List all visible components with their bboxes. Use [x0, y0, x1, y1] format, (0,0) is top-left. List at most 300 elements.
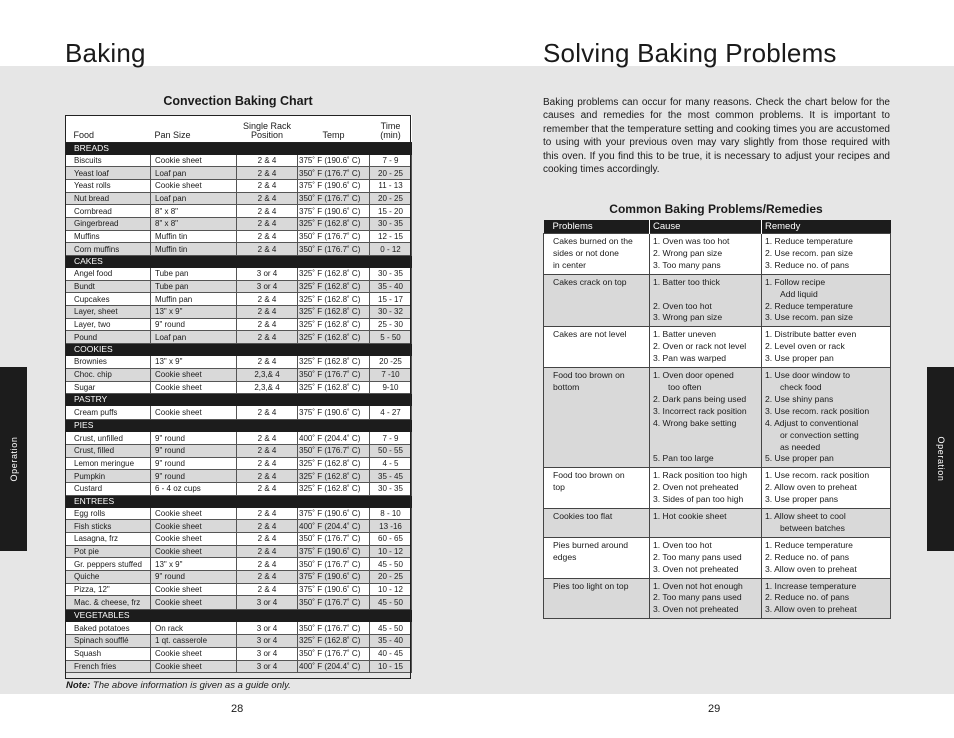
temp-cell: 375˚ F (190.6˚ C) — [298, 545, 370, 558]
pan-size-cell: Cookie sheet — [151, 583, 237, 596]
food-cell: Cornbread — [66, 205, 151, 218]
problem-row — [544, 509, 891, 538]
problem-text-line: sides or not done — [553, 247, 619, 258]
table-row — [66, 444, 412, 457]
note-label: Note: — [66, 680, 91, 691]
table-row — [66, 432, 412, 445]
remedy-item: 2. Use recom. pan size — [765, 247, 853, 258]
remedy-item: 2. Reduce temperature — [765, 300, 853, 311]
temp-cell: 350˚ F (176.7˚ C) — [298, 622, 370, 635]
category-label: CAKES — [66, 256, 412, 268]
problem-text-line: Cakes crack on top — [553, 276, 627, 287]
food-cell: Squash — [66, 647, 151, 660]
side-tab-right-label: Operation — [935, 436, 946, 482]
table-row — [66, 596, 412, 610]
pan-size-cell: Loaf pan — [151, 167, 237, 180]
time-cell: 50 - 55 — [370, 444, 412, 457]
col-time — [370, 115, 412, 142]
col-remedy: Remedy — [762, 220, 891, 234]
category-label: COOKIES — [66, 344, 412, 356]
time-cell: 13 -16 — [370, 520, 412, 533]
remedy-item: 2. Use shiny pans — [765, 393, 834, 404]
category-row — [66, 495, 412, 507]
time-cell: 9-10 — [370, 381, 412, 394]
table-row — [66, 205, 412, 218]
food-cell: Angel food — [66, 268, 151, 281]
table-row — [66, 406, 412, 420]
pan-size-cell: 8" x 8" — [151, 217, 237, 230]
page-title-solving-problems: Solving Baking Problems — [543, 38, 837, 68]
problem-text-line: Cakes burned on the — [553, 236, 633, 246]
time-cell: 25 - 30 — [370, 318, 412, 331]
remedy-cell — [762, 327, 891, 368]
food-cell: French fries — [66, 660, 151, 673]
pan-size-cell: 1 qt. casserole — [151, 635, 237, 648]
temp-cell: 350˚ F (176.7˚ C) — [298, 558, 370, 571]
page-title-baking: Baking — [65, 38, 146, 68]
time-cell: 35 - 45 — [370, 470, 412, 483]
col-time-line1: Time — [380, 120, 401, 131]
temp-cell: 375˚ F (190.6˚ C) — [298, 571, 370, 584]
table-row — [66, 306, 412, 319]
temp-cell: 325˚ F (162.8˚ C) — [298, 381, 370, 394]
food-cell: Yeast rolls — [66, 179, 151, 192]
pan-size-cell: Tube pan — [151, 280, 237, 293]
pan-size-cell: Cookie sheet — [151, 647, 237, 660]
food-cell: Baked potatoes — [66, 622, 151, 635]
remedy-item: Add liquid — [780, 288, 818, 299]
remedy-item: 3. Use recom. pan size — [765, 312, 853, 323]
problems-remedies-table — [543, 220, 891, 619]
remedy-item: 1. Increase temperature — [765, 580, 857, 591]
temp-cell: 325˚ F (162.8˚ C) — [298, 635, 370, 648]
remedy-item: 3. Allow oven to preheat — [765, 563, 857, 574]
category-row — [66, 256, 412, 268]
pan-size-cell: 13" x 9" — [151, 356, 237, 369]
temp-cell: 400˚ F (204.4˚ C) — [298, 520, 370, 533]
remedy-item: between batches — [780, 522, 845, 533]
temp-cell: 325˚ F (162.8˚ C) — [298, 470, 370, 483]
cause-item: 2. Too many pans used — [653, 592, 742, 603]
cause-cell — [650, 327, 762, 368]
cause-item: 2. Oven or rack not level — [653, 341, 747, 352]
rack-position-cell: 2 & 4 — [237, 243, 298, 256]
side-tab-left — [0, 367, 27, 551]
pan-size-cell: 13" x 9" — [151, 306, 237, 319]
problem-text-line: in center — [553, 259, 586, 270]
side-tab-left-label: Operation — [8, 436, 19, 482]
problem-row — [544, 468, 891, 509]
food-cell: Layer, two — [66, 318, 151, 331]
time-cell: 30 - 35 — [370, 268, 412, 281]
col-time-line2: (min) — [380, 129, 401, 140]
rack-position-cell: 2 & 4 — [237, 154, 298, 167]
table-row — [66, 635, 412, 648]
time-cell: 35 - 40 — [370, 280, 412, 293]
problems-table-body — [544, 234, 891, 619]
food-cell: Choc. chip — [66, 368, 151, 381]
cause-item: 2. Wrong pan size — [653, 247, 723, 258]
cause-item: 3. Sides of pan too high — [653, 494, 744, 505]
pan-size-cell: 9" round — [151, 457, 237, 470]
temp-cell: 350˚ F (176.7˚ C) — [298, 167, 370, 180]
remedy-item: 3. Use recom. rack position — [765, 405, 870, 416]
time-cell: 20 - 25 — [370, 167, 412, 180]
cause-item — [653, 441, 759, 453]
rack-position-cell: 2 & 4 — [237, 482, 298, 495]
table-row — [66, 558, 412, 571]
rack-position-cell: 2 & 4 — [237, 545, 298, 558]
food-cell: Lasagna, frz — [66, 533, 151, 546]
table-row — [66, 331, 412, 344]
remedy-item: 2. Reduce no. of pans — [765, 551, 850, 562]
pan-size-cell: 8" x 8" — [151, 205, 237, 218]
rack-position-cell: 2 & 4 — [237, 406, 298, 420]
problem-text-line: edges — [553, 551, 577, 562]
col-rack-position — [237, 115, 298, 142]
problem-row — [544, 368, 891, 468]
col-pan-size: Pan Size — [151, 115, 237, 142]
convection-chart-heading: Convection Baking Chart — [163, 94, 313, 108]
side-tab-right — [927, 367, 954, 551]
time-cell: 30 - 32 — [370, 306, 412, 319]
table-row — [66, 192, 412, 205]
temp-cell: 400˚ F (204.4˚ C) — [298, 432, 370, 445]
rack-position-cell: 2 & 4 — [237, 470, 298, 483]
remedy-cell — [762, 368, 891, 468]
rack-position-cell: 2 & 4 — [237, 444, 298, 457]
pan-size-cell: Loaf pan — [151, 192, 237, 205]
rack-position-cell: 3 or 4 — [237, 280, 298, 293]
cause-item: 1. Oven was too hot — [653, 236, 730, 246]
problem-cell — [544, 274, 650, 327]
category-row — [66, 142, 412, 154]
food-cell: Cupcakes — [66, 293, 151, 306]
temp-cell: 375˚ F (190.6˚ C) — [298, 205, 370, 218]
time-cell: 45 - 50 — [370, 622, 412, 635]
temp-cell: 350˚ F (176.7˚ C) — [298, 596, 370, 610]
problem-row — [544, 234, 891, 275]
problem-text-line: Cookies too flat — [553, 511, 613, 522]
remedy-item: 4. Adjust to conventional — [765, 417, 859, 428]
table-row — [66, 507, 412, 520]
time-cell: 8 - 10 — [370, 507, 412, 520]
remedy-item: 3. Use proper pans — [765, 494, 839, 505]
col-rack-line2: Position — [250, 129, 284, 140]
chart-note — [66, 680, 291, 691]
table-row — [66, 533, 412, 546]
table-row — [66, 545, 412, 558]
problem-cell — [544, 368, 650, 468]
food-cell: Layer, sheet — [66, 306, 151, 319]
time-cell: 5 - 50 — [370, 331, 412, 344]
table-row — [66, 470, 412, 483]
cause-item — [653, 289, 759, 301]
time-cell: 35 - 40 — [370, 635, 412, 648]
cause-item: 1. Oven not hot enough — [653, 580, 743, 591]
temp-cell: 350˚ F (176.7˚ C) — [298, 444, 370, 457]
time-cell: 7 -10 — [370, 368, 412, 381]
problem-row — [544, 537, 891, 578]
problem-text-line: Pies too light on top — [553, 580, 629, 591]
rack-position-cell: 2 & 4 — [237, 293, 298, 306]
cause-item: 1. Hot cookie sheet — [653, 511, 727, 522]
category-row — [66, 344, 412, 356]
table-row — [66, 167, 412, 180]
food-cell: Yeast loaf — [66, 167, 151, 180]
temp-cell: 350˚ F (176.7˚ C) — [298, 192, 370, 205]
rack-position-cell: 2 & 4 — [237, 230, 298, 243]
remedy-item: check food — [780, 381, 822, 392]
rack-position-cell: 2 & 4 — [237, 583, 298, 596]
pan-size-cell: Tube pan — [151, 268, 237, 281]
problem-row — [544, 274, 891, 327]
remedy-item: 5. Use proper pan — [765, 453, 834, 464]
temp-cell: 325˚ F (162.8˚ C) — [298, 217, 370, 230]
food-cell: Muffins — [66, 230, 151, 243]
food-cell: Crust, unfilled — [66, 432, 151, 445]
remedy-item: 2. Allow oven to preheat — [765, 482, 857, 493]
pan-size-cell: 9" round — [151, 318, 237, 331]
cause-cell — [650, 537, 762, 578]
food-cell: Quiche — [66, 571, 151, 584]
remedy-cell — [762, 468, 891, 509]
pan-size-cell: Muffin pan — [151, 293, 237, 306]
problems-table-heading: Common Baking Problems/Remedies — [609, 202, 823, 216]
category-label: PIES — [66, 420, 412, 432]
pan-size-cell: 6 - 4 oz cups — [151, 482, 237, 495]
pan-size-cell: Cookie sheet — [151, 533, 237, 546]
cause-item: 2. Oven too hot — [653, 300, 712, 311]
pan-size-cell: Cookie sheet — [151, 660, 237, 673]
food-cell: Lemon meringue — [66, 457, 151, 470]
pan-size-cell: Cookie sheet — [151, 154, 237, 167]
pan-size-cell: Muffin tin — [151, 243, 237, 256]
pan-size-cell: Cookie sheet — [151, 520, 237, 533]
col-problems: Problems — [544, 220, 650, 234]
rack-position-cell: 2 & 4 — [237, 507, 298, 520]
temp-cell: 350˚ F (176.7˚ C) — [298, 533, 370, 546]
time-cell: 10 - 15 — [370, 660, 412, 673]
table-row — [66, 571, 412, 584]
cause-item: 5. Pan too large — [653, 453, 714, 464]
food-cell: Corn muffins — [66, 243, 151, 256]
temp-cell: 375˚ F (190.6˚ C) — [298, 507, 370, 520]
cause-item: 3. Too many pans — [653, 259, 721, 270]
table-row — [66, 293, 412, 306]
remedy-item: 1. Use recom. rack position — [765, 470, 870, 481]
pan-size-cell: Cookie sheet — [151, 368, 237, 381]
pan-size-cell: 9" round — [151, 444, 237, 457]
temp-cell: 325˚ F (162.8˚ C) — [298, 280, 370, 293]
remedy-item: 1. Distribute batter even — [765, 329, 857, 340]
table-row — [66, 280, 412, 293]
temp-cell: 400˚ F (204.4˚ C) — [298, 660, 370, 673]
page-number-left: 28 — [231, 703, 244, 715]
table-row — [66, 356, 412, 369]
food-cell: Custard — [66, 482, 151, 495]
remedy-item: 1. Reduce temperature — [765, 539, 853, 550]
temp-cell: 350˚ F (176.7˚ C) — [298, 647, 370, 660]
food-cell: Pumpkin — [66, 470, 151, 483]
remedy-item: as needed — [780, 441, 821, 452]
temp-cell: 375˚ F (190.6˚ C) — [298, 583, 370, 596]
time-cell: 4 - 5 — [370, 457, 412, 470]
food-cell: Gr. peppers stuffed — [66, 558, 151, 571]
food-cell: Sugar — [66, 381, 151, 394]
category-label: ENTREES — [66, 495, 412, 507]
rack-position-cell: 2 & 4 — [237, 533, 298, 546]
temp-cell: 375˚ F (190.6˚ C) — [298, 179, 370, 192]
time-cell: 15 - 17 — [370, 293, 412, 306]
convection-baking-chart — [65, 115, 412, 673]
time-cell: 45 - 50 — [370, 558, 412, 571]
col-cause: Cause — [650, 220, 762, 234]
food-cell: Bundt — [66, 280, 151, 293]
pan-size-cell: Cookie sheet — [151, 507, 237, 520]
table-row — [66, 368, 412, 381]
cause-cell — [650, 274, 762, 327]
remedy-item: 2. Reduce no. of pans — [765, 592, 850, 603]
rack-position-cell: 2 & 4 — [237, 318, 298, 331]
temp-cell: 325˚ F (162.8˚ C) — [298, 457, 370, 470]
problem-text-line: top — [553, 482, 565, 493]
note-text: The above information is given as a guide only. — [90, 680, 291, 691]
time-cell: 60 - 65 — [370, 533, 412, 546]
rack-position-cell: 3 or 4 — [237, 647, 298, 660]
table-row — [66, 243, 412, 256]
cause-item: 4. Wrong bake setting — [653, 417, 737, 428]
page-number-right: 29 — [708, 703, 721, 715]
time-cell: 30 - 35 — [370, 482, 412, 495]
problem-text-line: Cakes are not level — [553, 329, 627, 340]
problem-cell — [544, 537, 650, 578]
cause-cell — [650, 368, 762, 468]
pan-size-cell: Cookie sheet — [151, 596, 237, 610]
food-cell: Gingerbread — [66, 217, 151, 230]
problem-row — [544, 578, 891, 619]
remedy-item: 1. Use door window to — [765, 370, 851, 381]
table-row — [66, 482, 412, 495]
rack-position-cell: 2 & 4 — [237, 356, 298, 369]
food-cell: Brownies — [66, 356, 151, 369]
food-cell: Crust, filled — [66, 444, 151, 457]
time-cell: 45 - 50 — [370, 596, 412, 610]
time-cell: 30 - 35 — [370, 217, 412, 230]
remedy-cell — [762, 578, 891, 619]
temp-cell: 325˚ F (162.8˚ C) — [298, 318, 370, 331]
cause-item: 1. Batter too thick — [653, 276, 720, 287]
problem-cell — [544, 468, 650, 509]
rack-position-cell: 2 & 4 — [237, 217, 298, 230]
cause-item: 2. Oven not preheated — [653, 482, 739, 493]
cause-item: 3. Oven not preheated — [653, 563, 739, 574]
time-cell: 12 - 15 — [370, 230, 412, 243]
problem-text-line: Food too brown on — [553, 370, 625, 381]
rack-position-cell: 2 & 4 — [237, 432, 298, 445]
time-cell: 10 - 12 — [370, 545, 412, 558]
temp-cell: 325˚ F (162.8˚ C) — [298, 331, 370, 344]
food-cell: Fish sticks — [66, 520, 151, 533]
rack-position-cell: 2 & 4 — [237, 306, 298, 319]
remedy-cell — [762, 509, 891, 538]
time-cell: 20 - 25 — [370, 571, 412, 584]
remedy-item: 1. Allow sheet to cool — [765, 511, 846, 522]
remedy-item: 2. Level oven or rack — [765, 341, 845, 352]
temp-cell: 325˚ F (162.8˚ C) — [298, 306, 370, 319]
rack-position-cell: 2 & 4 — [237, 571, 298, 584]
problem-text-line: bottom — [553, 381, 580, 392]
table-row — [66, 179, 412, 192]
temp-cell: 350˚ F (176.7˚ C) — [298, 368, 370, 381]
table-row — [66, 647, 412, 660]
pan-size-cell: 9" round — [151, 432, 237, 445]
remedy-item: 3. Allow oven to preheat — [765, 604, 857, 615]
cause-item: 3. Oven not preheated — [653, 604, 739, 615]
category-row — [66, 610, 412, 622]
problem-text-line: Pies burned around — [553, 539, 629, 550]
rack-position-cell: 3 or 4 — [237, 596, 298, 610]
temp-cell: 325˚ F (162.8˚ C) — [298, 293, 370, 306]
cause-item — [653, 430, 759, 442]
table-row — [66, 660, 412, 673]
pan-size-cell: 9" round — [151, 571, 237, 584]
remedy-item: 1. Follow recipe — [765, 276, 826, 287]
problems-table-header — [544, 220, 891, 234]
pan-size-cell: Cookie sheet — [151, 381, 237, 394]
cause-item: 2. Too many pans used — [653, 551, 742, 562]
food-cell: Nut bread — [66, 192, 151, 205]
food-cell: Pound — [66, 331, 151, 344]
rack-position-cell: 2 & 4 — [237, 457, 298, 470]
time-cell: 7 - 9 — [370, 154, 412, 167]
table-row — [66, 520, 412, 533]
table-row — [66, 230, 412, 243]
food-cell: Egg rolls — [66, 507, 151, 520]
cause-item: 3. Wrong pan size — [653, 312, 723, 323]
remedy-cell — [762, 234, 891, 275]
time-cell: 20 - 25 — [370, 192, 412, 205]
rack-position-cell: 3 or 4 — [237, 622, 298, 635]
category-label: BREADS — [66, 142, 412, 154]
rack-position-cell: 2 & 4 — [237, 205, 298, 218]
rack-position-cell: 2 & 4 — [237, 558, 298, 571]
table-row — [66, 622, 412, 635]
cause-item: 3. Pan was warped — [653, 353, 727, 364]
table-row — [66, 268, 412, 281]
col-food: Food — [66, 115, 151, 142]
time-cell: 0 - 12 — [370, 243, 412, 256]
cause-item: 3. Incorrect rack position — [653, 405, 747, 416]
remedy-item: 3. Use proper pan — [765, 353, 834, 364]
pan-size-cell: On rack — [151, 622, 237, 635]
pan-size-cell: 13" x 9" — [151, 558, 237, 571]
food-cell: Pizza, 12" — [66, 583, 151, 596]
table-row — [66, 318, 412, 331]
time-cell: 40 - 45 — [370, 647, 412, 660]
food-cell: Spinach soufflé — [66, 635, 151, 648]
table-row — [66, 583, 412, 596]
cause-cell — [650, 578, 762, 619]
table-row — [66, 217, 412, 230]
cause-item: 1. Batter uneven — [653, 329, 717, 340]
pan-size-cell: Cookie sheet — [151, 179, 237, 192]
cause-cell — [650, 509, 762, 538]
cause-item: 1. Rack position too high — [653, 470, 748, 481]
col-temp: Temp — [298, 115, 370, 142]
pan-size-cell: Cookie sheet — [151, 545, 237, 558]
remedy-cell — [762, 274, 891, 327]
